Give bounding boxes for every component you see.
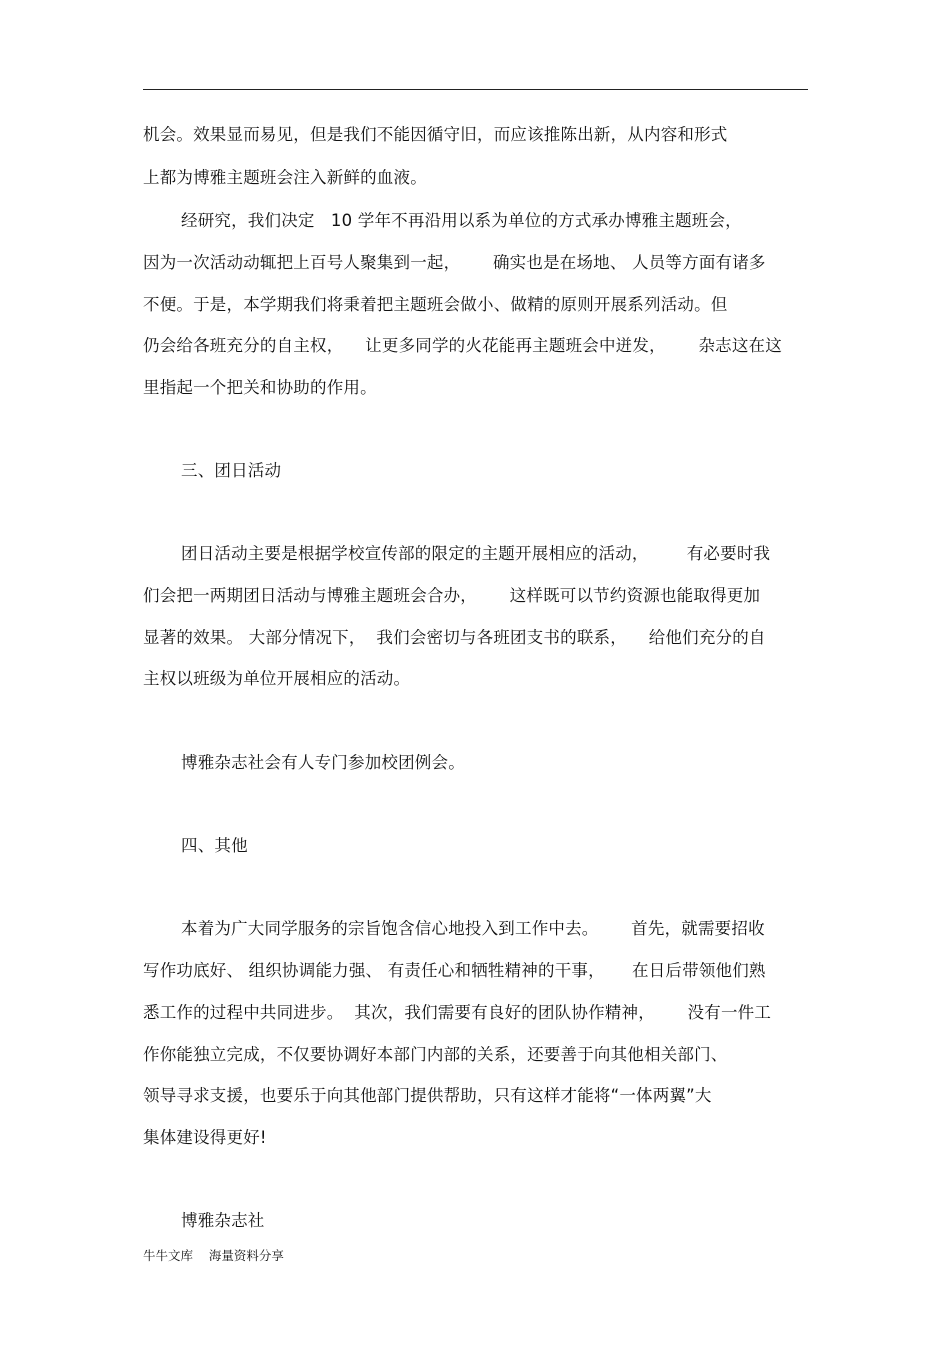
text-line: 不便。于是，本学期我们将秉着把主题班会做小、做精的原则开展系列活动。但 bbox=[143, 295, 728, 314]
text-line: 显著的效果。 大部分情况下， 我们会密切与各班团支书的联系， 给他们充分的自 bbox=[143, 628, 766, 647]
section-heading: 三、团日活动 bbox=[181, 461, 282, 480]
text-line: 仍会给各班充分的自主权， 让更多同学的火花能再主题班会中迸发， 杂志这在这 bbox=[143, 336, 782, 355]
text-line: 本着为广大同学服务的宗旨饱含信心地投入到工作中去。 首先，就需要招收 bbox=[181, 919, 765, 938]
text-line: 主权以班级为单位开展相应的活动。 bbox=[143, 669, 411, 688]
text-line: 上都为博雅主题班会注入新鲜的血液。 bbox=[143, 168, 427, 187]
text-line: 经研究，我们决定 10 学年不再沿用以系为单位的方式承办博雅主题班会， bbox=[181, 211, 742, 230]
text-line: 因为一次活动动辄把上百号人聚集到一起， 确实也是在场地、 人员等方面有诸多 bbox=[143, 253, 766, 272]
signature-text: 博雅杂志社 bbox=[181, 1211, 265, 1230]
text-line: 作你能独立完成，不仅要协调好本部门内部的关系，还要善于向其他相关部门、 bbox=[143, 1045, 728, 1064]
text-line: 机会。效果显而易见，但是我们不能因循守旧，而应该推陈出新，从内容和形式 bbox=[143, 125, 728, 144]
text-line: 写作功底好、 组织协调能力强、 有责任心和牺牲精神的干事， 在日后带领他们熟 bbox=[143, 961, 766, 980]
text-line: 悉工作的过程中共同进步。 其次，我们需要有良好的团队协作精神， 没有一件工 bbox=[143, 1003, 772, 1022]
text-line: 博雅杂志社会有人专门参加校团例会。 bbox=[181, 753, 465, 772]
text-line: 团日活动主要是根据学校宣传部的限定的主题开展相应的活动， 有必要时我 bbox=[181, 544, 771, 563]
text-line: 领导寻求支援，也要乐于向其他部门提供帮助，只有这样才能将“一体两翼”大 bbox=[143, 1086, 712, 1105]
text-line: 们会把一两期团日活动与博雅主题班会合办， 这样既可以节约资源也能取得更加 bbox=[143, 586, 761, 605]
text-line: 集体建设得更好! bbox=[143, 1128, 267, 1147]
header-rule bbox=[143, 89, 808, 90]
text-line: 里指起一个把关和协助的作用。 bbox=[143, 378, 377, 397]
page-footer: 牛牛文库 海量资料分享 bbox=[143, 1248, 284, 1263]
section-heading: 四、其他 bbox=[181, 836, 248, 855]
